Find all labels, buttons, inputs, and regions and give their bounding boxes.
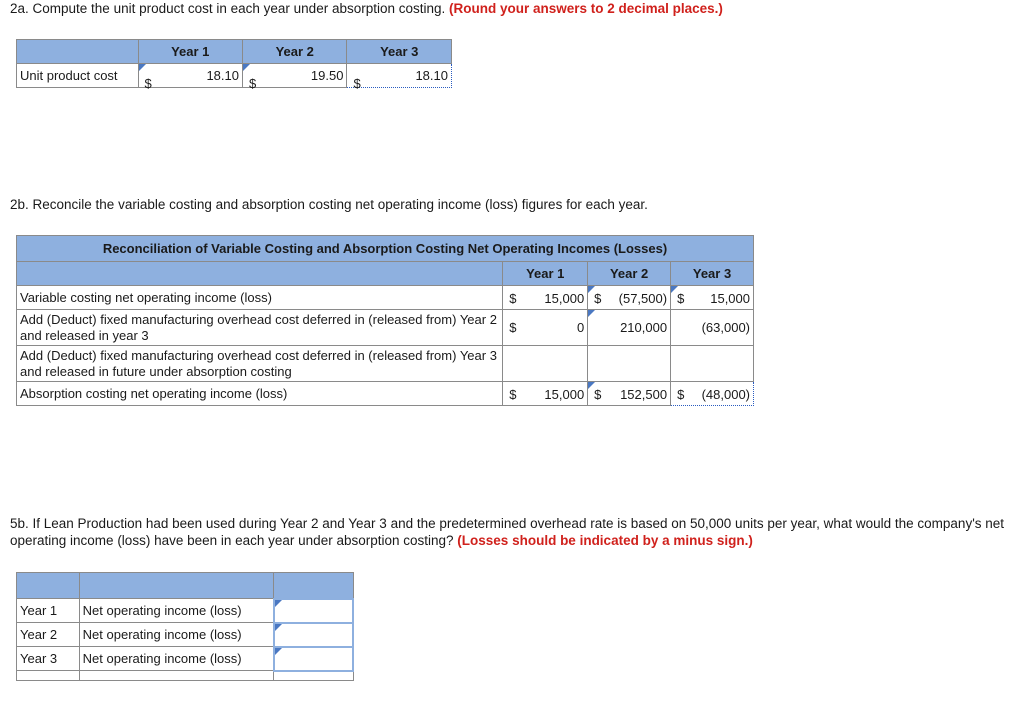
absorption-noi-year-2-input[interactable] [588,382,671,406]
variable-noi-year-3-value: 15,000 [710,291,750,306]
currency-sign: $ [677,387,685,402]
unit-cost-year-2-value: 19.50 [310,68,344,83]
lean-noi-year-3-input[interactable] [274,647,353,671]
col-year-2: Year 2 [588,262,671,286]
absorption-noi-year-1-value: 15,000 [544,387,585,402]
deferred-y2-year-3-value: (63,000) [701,320,750,335]
year-label: Year 2 [17,623,80,647]
currency-sign: $ [594,387,602,402]
year-label: Year 1 [17,599,80,623]
absorption-noi-year-3-input[interactable] [671,382,754,406]
currency-sign: $ [677,291,685,306]
deferred-y3-year-3-input[interactable] [671,346,754,382]
currency-sign: $ [509,320,517,335]
input-flag-icon [243,64,250,71]
input-flag-icon [588,310,595,317]
reconciliation-title: Reconciliation of Variable Costing and Absorption Costing Net Operating Incomes (Losses) [17,236,754,262]
row-label: Net operating income (loss) [79,599,274,623]
row-label: Absorption costing net operating income (loss) [17,382,503,406]
currency-sign: $ [594,291,602,306]
unit-cost-year-1-input[interactable] [138,64,242,91]
reconciliation-table [16,235,754,406]
unit-cost-year-3-input[interactable] [347,64,452,91]
deferred-y2-year-1-value: 0 [576,320,585,335]
row-label: Net operating income (loss) [79,647,274,671]
input-flag-icon [275,624,282,631]
absorption-noi-year-2-value: 152,500 [620,387,668,402]
absorption-noi-year-1-input[interactable] [503,382,588,406]
variable-noi-year-1-value: 15,000 [544,291,585,306]
deferred-y2-year-1-input[interactable] [503,310,588,346]
deferred-y3-year-1-input[interactable] [503,346,588,382]
q2a-prompt: 2a. Compute the unit product cost in each year under absorption costing. [10,1,446,16]
variable-noi-year-2-value: (57,500) [618,291,668,306]
variable-noi-year-2-input[interactable] [588,286,671,310]
question-2a [10,0,1010,17]
currency-sign: $ [144,75,152,91]
deferred-y2-year-2-input[interactable] [588,310,671,346]
q5b-prompt: 5b. If Lean Production had been used during Year 2 and Year 3 and the predetermined overhead rate is based on 50,000 units per year, what would the company's net operating income (loss) have been in each year under absorption costing? [10,516,1005,548]
absorption-noi-year-3-value: (48,000) [701,387,750,402]
col-year-1: Year 1 [138,40,242,64]
variable-noi-year-3-input[interactable] [671,286,754,310]
currency-sign: $ [509,291,517,306]
currency-sign: $ [509,387,517,402]
row-label: Unit product cost [17,64,139,88]
variable-noi-year-1-input[interactable] [503,286,588,310]
row-label: Net operating income (loss) [79,623,274,647]
row-label: Add (Deduct) fixed manufacturing overhead cost deferred in (released from) Year 2 and released in year 3 [17,310,503,346]
deferred-y2-year-3-input[interactable] [671,310,754,346]
input-flag-icon [275,648,282,655]
col-year-2: Year 2 [242,40,346,64]
deferred-y2-year-2-value: 210,000 [620,320,668,335]
year-label: Year 3 [17,647,80,671]
row-label: Add (Deduct) fixed manufacturing overhead cost deferred in (released from) Year 3 and released in future under absorption costing [17,346,503,382]
col-year-1: Year 1 [503,262,588,286]
lean-noi-year-1-input[interactable] [274,599,353,623]
row-label: Variable costing net operating income (loss) [17,286,503,310]
currency-sign: $ [248,75,257,91]
lean-noi-year-2-input[interactable] [274,623,353,647]
question-5b [10,515,1010,549]
deferred-y3-year-2-input[interactable] [588,346,671,382]
unit-cost-year-1-value: 18.10 [206,68,239,83]
input-flag-icon [139,64,146,71]
col-year-3: Year 3 [671,262,754,286]
unit-cost-year-3-value: 18.10 [415,68,448,83]
col-year-3: Year 3 [347,40,452,64]
lean-production-table [16,572,354,681]
q2b-prompt: 2b. Reconcile the variable costing and absorption costing net operating income (loss) figures for each year. [10,197,648,212]
input-flag-icon [275,600,282,607]
q5b-note: (Losses should be indicated by a minus sign.) [457,533,753,548]
unit-cost-table [16,39,452,91]
q2a-note: (Round your answers to 2 decimal places.) [449,1,723,16]
currency-sign: $ [353,75,361,91]
unit-cost-year-2-input[interactable] [242,64,346,91]
